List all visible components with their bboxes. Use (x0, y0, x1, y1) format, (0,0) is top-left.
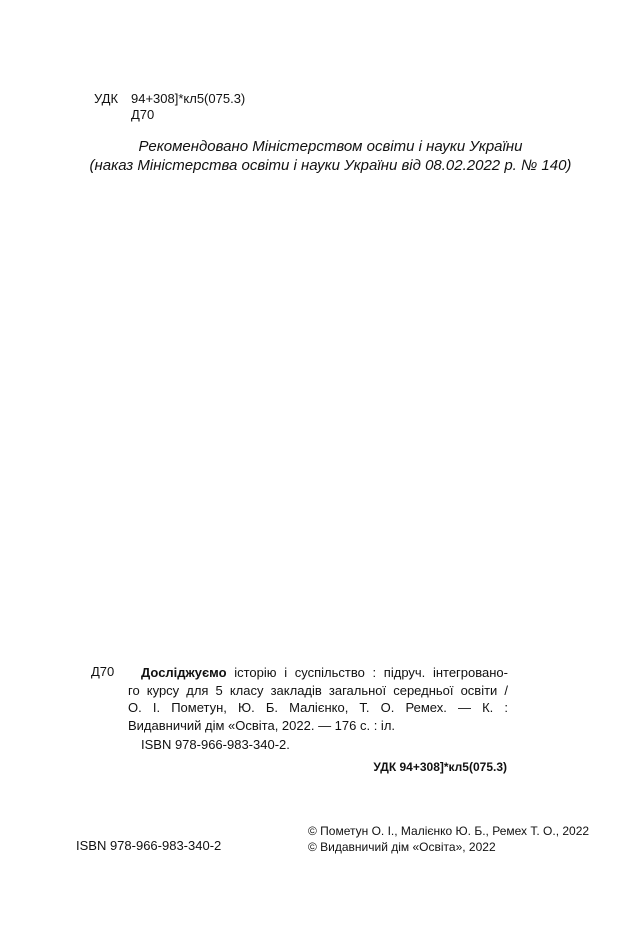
copyright-publisher: © Видавничий дім «Освіта», 2022 (308, 840, 496, 854)
catalog-card-title: Досліджуємо (141, 665, 227, 680)
catalog-card-udk: УДК 94+308]*кл5(075.3) (373, 760, 507, 774)
catalog-card-isbn: ISBN 978-966-983-340-2. (141, 737, 290, 752)
catalog-card-line-1 (128, 664, 508, 682)
catalog-card-code: Д70 (91, 664, 115, 679)
udk-label: УДК (94, 91, 119, 106)
recommendation-line-1: Рекомендовано Міністерством освіти і науки України (138, 138, 523, 155)
catalog-card-line-4: Видавничий дім «Освіта, 2022. — 176 с. : іл. (128, 717, 396, 733)
catalog-card-line-1-text: історію і суспільство : підруч. інтегровано- (226, 665, 508, 680)
udk-code: 94+308]*кл5(075.3) (131, 91, 246, 106)
copyright-block (308, 823, 589, 855)
catalog-card-line-3: О. І. Пометун, Ю. Б. Малієнко, Т. О. Ремех. — К. : (128, 700, 508, 715)
isbn-footer: ISBN 978-966-983-340-2 (76, 838, 222, 853)
recommendation-line-2: (наказ Міністерства освіти і науки України від 08.02.2022 р. № 140) (89, 157, 572, 174)
copyright-authors: © Пометун О. І., Малієнко Ю. Б., Ремех Т. О., 2022 (308, 824, 590, 838)
catalog-card-description (128, 664, 508, 734)
catalog-card-line-2: го курсу для 5 класу закладів загальної середньої освіти / (128, 682, 508, 698)
author-mark: Д70 (131, 107, 155, 122)
